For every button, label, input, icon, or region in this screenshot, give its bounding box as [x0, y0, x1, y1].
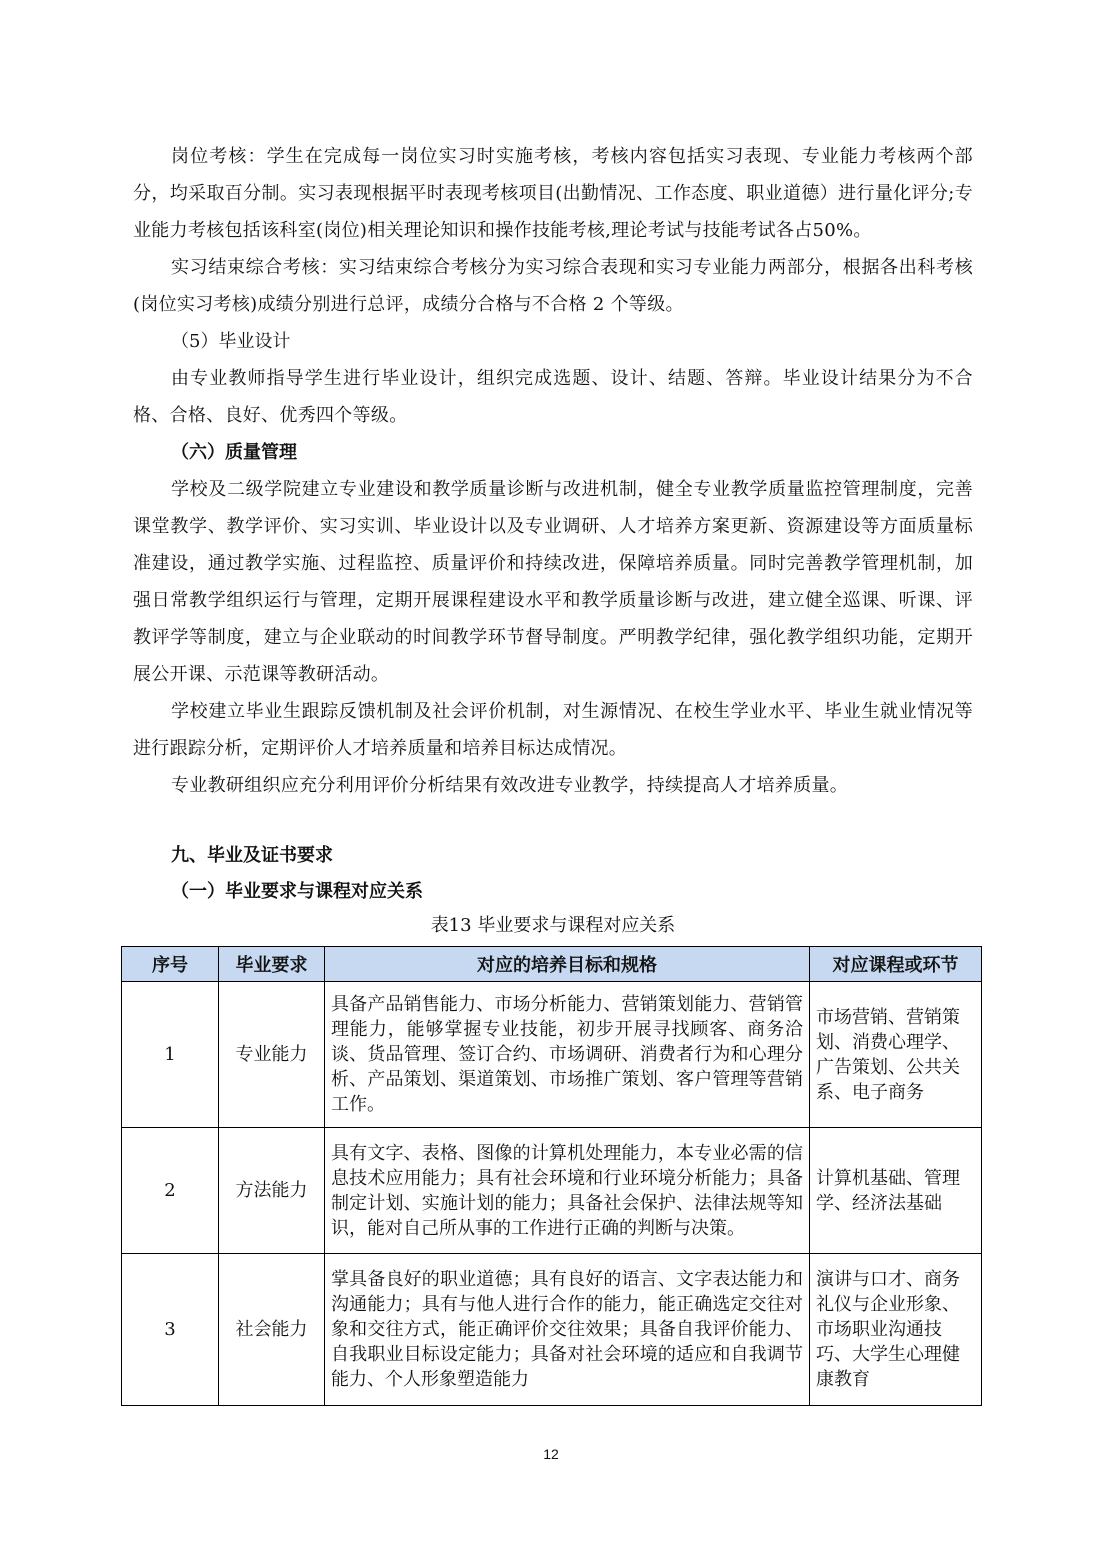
- paragraph-final-assessment: 实习结束综合考核：实习结束综合考核分为实习综合表现和实习专业能力两部分，根据各出科考核(岗位实习考核)成绩分别进行总评，成绩分合格与不合格 2 个等级。: [133, 257, 973, 315]
- heading-section-9-1: （一）毕业要求与课程对应关系: [171, 881, 423, 902]
- cell-no: 1: [122, 982, 219, 1128]
- header-no: 序号: [122, 947, 219, 982]
- header-requirement: 毕业要求: [219, 947, 325, 982]
- cell-courses: 市场营销、营销策划、消费心理学、广告策划、公共关系、电子商务: [810, 982, 982, 1128]
- table-row: [122, 982, 982, 1128]
- heading-quality-management: （六）质量管理: [171, 442, 297, 463]
- cell-requirement: 方法能力: [219, 1128, 325, 1254]
- heading-section-9: 九、毕业及证书要求: [171, 845, 333, 866]
- paragraph-quality-1: 学校及二级学院建立专业建设和教学质量诊断与改进机制，健全专业教学质量监控管理制度，完善课堂教学、教学评价、实习实训、毕业设计以及专业调研、人才培养方案更新、资源建设等方面质量标准建设，通过教学实施、过程监控、质量评价和持续改进，保障培养质量。同时完善教学管理机制，加强日常教学组织运行与管理，定期开展课程建设水平和教学质量诊断与改进，建立健全巡课、听课、评教评学等制度，建立与企业联动的时间教学环节督导制度。严明教学纪律，强化教学组织功能，定期开展公开课、示范课等教研活动。: [133, 479, 973, 685]
- table-row: [122, 1128, 982, 1254]
- header-courses: 对应课程或环节: [810, 947, 982, 982]
- cell-requirement: 专业能力: [219, 982, 325, 1128]
- table-row: [122, 1254, 982, 1406]
- paragraph-quality-2: 学校建立毕业生跟踪反馈机制及社会评价机制，对生源情况、在校生学业水平、毕业生就业情况等进行跟踪分析，定期评价人才培养质量和培养目标达成情况。: [133, 701, 973, 759]
- page-content: [133, 138, 973, 942]
- cell-spec: 具有文字、表格、图像的计算机处理能力，本专业必需的信息技术应用能力；具有社会环境和行业环境分析能力；具备制定计划、实施计划的能力；具备社会保护、法律法规等知识，能对自己所从事的工作进行正确的判断与决策。: [325, 1128, 810, 1254]
- header-spec: 对应的培养目标和规格: [325, 947, 810, 982]
- cell-requirement: 社会能力: [219, 1254, 325, 1406]
- table-caption: 表13 毕业要求与课程对应关系: [430, 915, 676, 936]
- cell-courses: 演讲与口才、商务礼仪与企业形象、市场职业沟通技巧、大学生心理健康教育: [810, 1254, 982, 1406]
- paragraph-post-assessment: 岗位考核：学生在完成每一岗位实习时实施考核，考核内容包括实习表现、专业能力考核两个部分，均采取百分制。实习表现根据平时表现考核项目(出勤情况、工作态度、职业道德）进行量化评分;专业能力考核包括该科室(岗位)相关理论知识和操作技能考核,理论考试与技能考试各占50%。: [133, 146, 973, 241]
- table-header-row: [122, 947, 982, 982]
- paragraph-graduation-design: 由专业教师指导学生进行毕业设计，组织完成选题、设计、结题、答辩。毕业设计结果分为不合格、合格、良好、优秀四个等级。: [133, 368, 973, 426]
- cell-courses: 计算机基础、管理学、经济法基础: [810, 1128, 982, 1254]
- requirements-table: [121, 946, 982, 1406]
- cell-spec: 掌具备良好的职业道德；具有良好的语言、文字表达能力和沟通能力；具有与他人进行合作的能力，能正确选定交往对象和交往方式，能正确评价交往效果；具备自我评价能力、自我职业目标设定能力；具备对社会环境的适应和自我调节能力、个人形象塑造能力: [325, 1254, 810, 1406]
- cell-no: 2: [122, 1128, 219, 1254]
- subheading-graduation-design: （5）毕业设计: [171, 331, 291, 352]
- paragraph-quality-3: 专业教研组织应充分利用评价分析结果有效改进专业教学，持续提高人才培养质量。: [171, 775, 849, 796]
- page-number: 12: [543, 1446, 559, 1462]
- cell-spec: 具备产品销售能力、市场分析能力、营销策划能力、营销管理能力，能够掌握专业技能，初步开展寻找顾客、商务洽谈、货品管理、签订合约、市场调研、消费者行为和心理分析、产品策划、渠道策划、市场推广策划、客户管理等营销工作。: [325, 982, 810, 1128]
- cell-no: 3: [122, 1254, 219, 1406]
- section-gap: [133, 804, 973, 838]
